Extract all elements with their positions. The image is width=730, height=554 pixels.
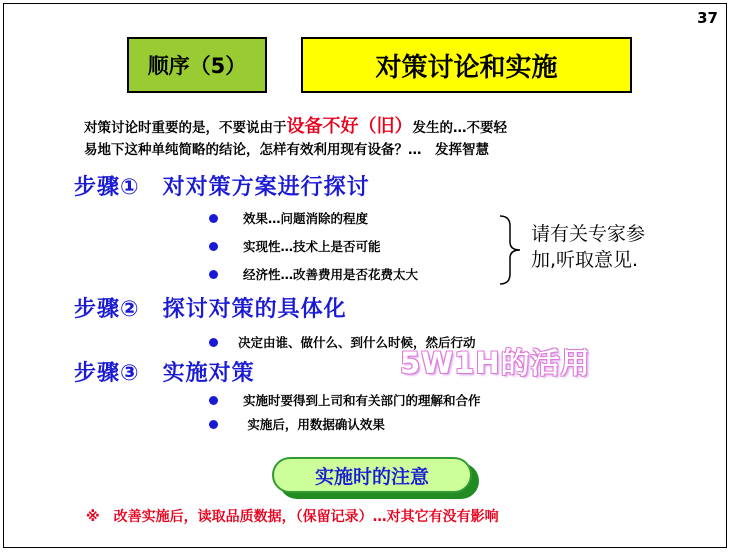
page-title: 对策讨论和实施 — [375, 52, 558, 83]
attention-button-label: 实施时的注意 — [314, 465, 429, 488]
step-3-heading: 步骤③ 实施对策 — [74, 361, 255, 386]
step-3-bullet-1 — [209, 391, 481, 409]
bullet-text: 实现性…技术上是否可能 — [243, 239, 381, 254]
bullet-dot-icon — [209, 338, 218, 347]
bullet-dot-icon — [209, 270, 218, 279]
intro-text — [84, 116, 684, 161]
intro-line-1 — [84, 116, 684, 139]
bullet-dot-icon — [209, 420, 218, 429]
slide — [3, 3, 727, 548]
attention-button[interactable] — [272, 457, 472, 493]
bullet-text: 效果…问题消除的程度 — [243, 211, 369, 226]
intro-part1: 对策讨论时重要的是，不要说由于 — [84, 120, 287, 136]
step-1-bullet-1 — [209, 209, 368, 227]
bullet-text: 实施时要得到上司和有关部门的理解和合作 — [243, 393, 481, 408]
step-3-bullet-2 — [209, 415, 385, 433]
expert-note-line-1: 请有关专家参 — [531, 223, 646, 245]
bullet-dot-icon — [209, 214, 218, 223]
page-number: 37 — [697, 9, 718, 27]
step-2-heading: 步骤② 探讨对策的具体化 — [74, 297, 347, 322]
step-1-bullet-2 — [209, 237, 381, 255]
5w1h-watermark: 5W1H的活用 — [400, 346, 591, 380]
expert-note — [531, 221, 645, 273]
expert-note-line-2: 加,听取意见. — [531, 249, 639, 271]
intro-part2: 发生的…不要轻 — [412, 120, 507, 136]
intro-highlight: 设备不好（旧） — [286, 116, 413, 137]
bullet-text: 决定由谁、做什么、到什么时候，然后行动 — [238, 335, 476, 350]
step-1-heading: 步骤① 对对策方案进行探讨 — [74, 175, 370, 200]
bullet-dot-icon — [209, 396, 218, 405]
intro-line-2: 易地下这种单纯简略的结论，怎样有效利用现有设备？… 发挥智慧 — [84, 142, 489, 158]
sequence-label: 顺序（5） — [147, 54, 247, 78]
title-box — [301, 37, 632, 93]
right-brace-icon — [496, 214, 524, 286]
step-1-bullet-3 — [209, 265, 418, 283]
sequence-label-box — [127, 37, 267, 93]
bullet-dot-icon — [209, 242, 218, 251]
bullet-text: 实施后，用数据确认效果 — [243, 417, 385, 432]
bullet-text: 经济性…改善费用是否花费太大 — [243, 267, 419, 282]
footer-note: ※ 改善实施后，读取品质数据，（保留记录）…对其它有没有影响 — [86, 509, 499, 525]
